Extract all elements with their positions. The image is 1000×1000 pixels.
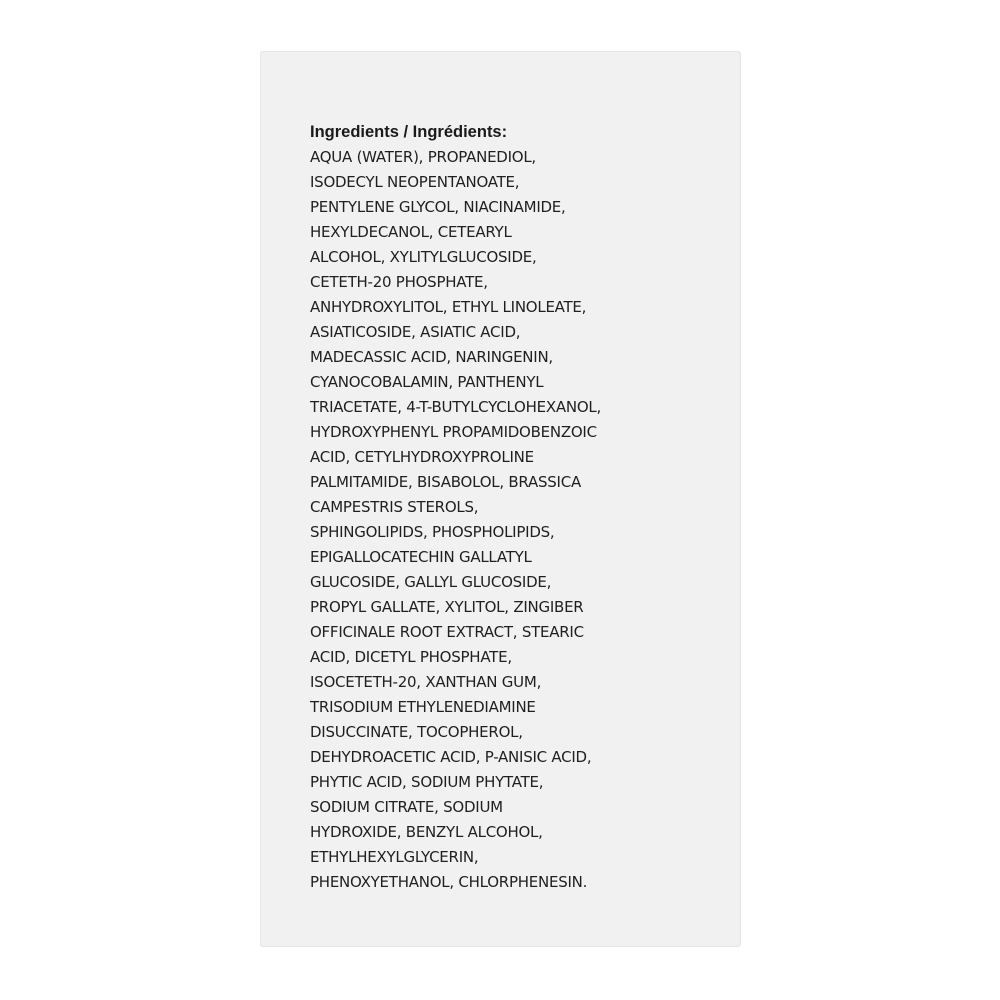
ingredient-line: EPIGALLOCATECHIN GALLATYL — [310, 548, 532, 566]
ingredient-line: ACID, DICETYL PHOSPHATE, — [310, 648, 512, 666]
ingredient-line: PHYTIC ACID, SODIUM PHYTATE, — [310, 773, 544, 791]
ingredient-line: ISODECYL NEOPENTANOATE, — [310, 173, 520, 191]
ingredient-line: ACID, CETYLHYDROXYPROLINE — [310, 448, 534, 466]
ingredient-list — [310, 145, 730, 895]
ingredient-line: PROPYL GALLATE, XYLITOL, ZINGIBER — [310, 598, 584, 616]
ingredient-line: CYANOCOBALAMIN, PANTHENYL — [310, 373, 544, 391]
ingredient-line: ISOCETETH-20, XANTHAN GUM, — [310, 673, 542, 691]
ingredient-line: ASIATICOSIDE, ASIATIC ACID, — [310, 323, 521, 341]
ingredient-line: OFFICINALE ROOT EXTRACT, STEARIC — [310, 623, 584, 641]
ingredient-text-block — [310, 120, 730, 895]
ingredient-line: PALMITAMIDE, BISABOLOL, BRASSICA — [310, 473, 581, 491]
ingredient-line: ANHYDROXYLITOL, ETHYL LINOLEATE, — [310, 298, 587, 316]
ingredient-line: CETETH-20 PHOSPHATE, — [310, 273, 488, 291]
ingredient-line: PHENOXYETHANOL, CHLORPHENESIN. — [310, 873, 588, 891]
ingredient-line: MADECASSIC ACID, NARINGENIN, — [310, 348, 553, 366]
ingredient-line: ALCOHOL, XYLITYLGLUCOSIDE, — [310, 248, 537, 266]
ingredient-line: DEHYDROACETIC ACID, P-ANISIC ACID, — [310, 748, 592, 766]
ingredient-line: CAMPESTRIS STEROLS, — [310, 498, 479, 516]
ingredient-line: PENTYLENE GLYCOL, NIACINAMIDE, — [310, 198, 566, 216]
ingredients-heading: Ingredients / Ingrédients: — [310, 123, 508, 141]
ingredient-line: HYDROXIDE, BENZYL ALCOHOL, — [310, 823, 543, 841]
ingredient-label-panel — [260, 51, 741, 947]
ingredient-line: HEXYLDECANOL, CETEARYL — [310, 223, 512, 241]
ingredient-line: TRISODIUM ETHYLENEDIAMINE — [310, 698, 536, 716]
ingredient-line: HYDROXYPHENYL PROPAMIDOBENZOIC — [310, 423, 597, 441]
ingredient-line: SODIUM CITRATE, SODIUM — [310, 798, 503, 816]
ingredient-line: TRIACETATE, 4-T-BUTYLCYCLOHEXANOL, — [310, 398, 602, 416]
ingredient-line: GLUCOSIDE, GALLYL GLUCOSIDE, — [310, 573, 552, 591]
ingredient-line: ETHYLHEXYLGLYCERIN, — [310, 848, 479, 866]
ingredient-line: SPHINGOLIPIDS, PHOSPHOLIPIDS, — [310, 523, 555, 541]
ingredient-line: AQUA (WATER), PROPANEDIOL, — [310, 148, 536, 166]
ingredient-line: DISUCCINATE, TOCOPHEROL, — [310, 723, 523, 741]
